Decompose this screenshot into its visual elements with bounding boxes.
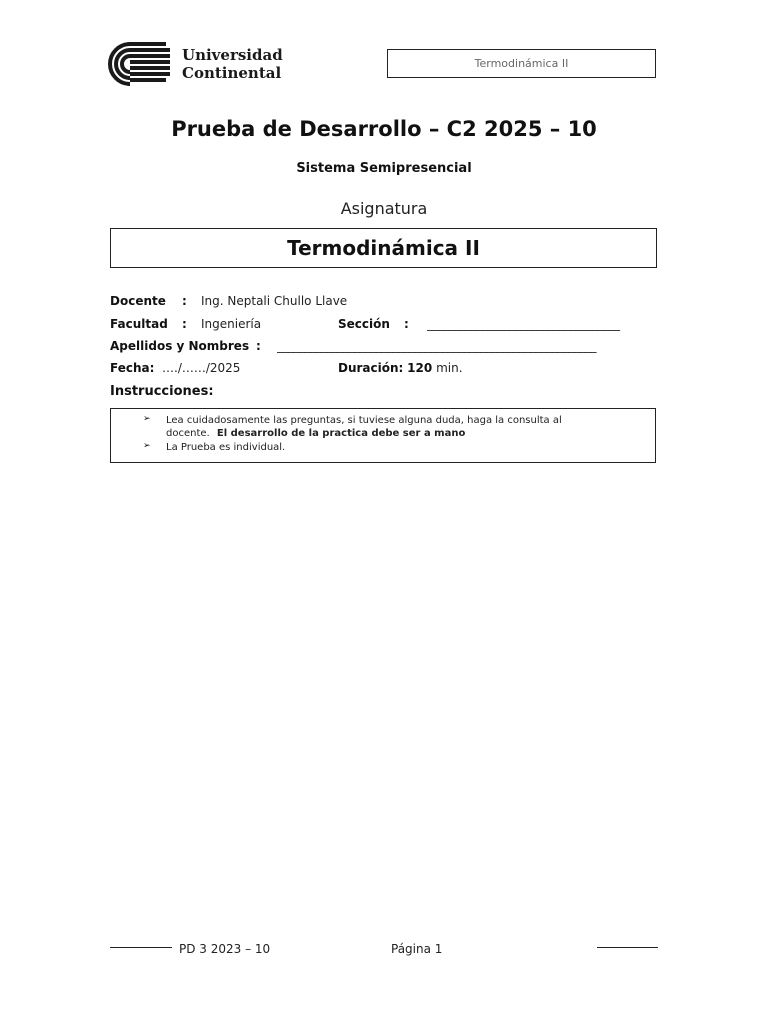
subtitle: Sistema Semipresencial xyxy=(296,161,472,176)
instructions-box xyxy=(110,408,656,463)
footer-line-left xyxy=(110,947,172,948)
fecha-value: …./……/2025 xyxy=(162,361,241,375)
duracion-label: Duración: xyxy=(338,361,404,375)
facultad-label: Facultad xyxy=(110,317,168,331)
subject-name: Termodinámica II xyxy=(287,236,480,260)
instruction-item-1-line-1: Lea cuidadosamente las preguntas, si tuviese alguna duda, haga la consulta al xyxy=(166,415,562,426)
duracion-field xyxy=(338,361,463,375)
logo-text xyxy=(182,46,283,82)
instruction-item-2: La Prueba es individual. xyxy=(166,442,286,453)
seccion-blank-line[interactable]: ___________________________________ xyxy=(427,317,620,331)
subject-box xyxy=(110,228,657,268)
docente-colon: : xyxy=(182,294,187,308)
footer-page: Página 1 xyxy=(391,942,443,956)
footer-line-right xyxy=(597,947,658,948)
logo-line-1: Universidad xyxy=(182,46,283,64)
logo-line-2: Continental xyxy=(182,64,282,82)
footer-code: PD 3 2023 – 10 xyxy=(179,942,271,956)
facultad-colon: : xyxy=(182,317,187,331)
fecha-label: Fecha: xyxy=(110,361,155,375)
instruction-item-1-bold: El desarrollo de la practica debe ser a mano xyxy=(216,428,466,439)
bullet-arrow-icon: ➢ xyxy=(143,414,151,424)
duracion-value: 120 xyxy=(407,361,433,375)
asignatura-label: Asignatura xyxy=(340,199,428,218)
apellidos-colon: : xyxy=(256,339,261,353)
course-tag: Termodinámica II xyxy=(474,57,569,70)
instruction-item-1-line-2 xyxy=(166,427,465,440)
seccion-colon: : xyxy=(404,317,409,331)
bullet-arrow-icon: ➢ xyxy=(143,441,151,451)
course-tag-box xyxy=(387,49,656,78)
seccion-label: Sección xyxy=(338,317,390,331)
instruction-item-1-plain: docente. xyxy=(166,428,210,439)
logo-mark-icon xyxy=(108,42,174,86)
docente-label: Docente xyxy=(110,294,166,308)
docente-value: Ing. Neptali Chullo Llave xyxy=(201,294,348,308)
apellidos-blank-line[interactable]: __________________________________________________________ xyxy=(277,339,596,353)
university-logo xyxy=(108,42,308,86)
duracion-unit: min. xyxy=(436,361,463,375)
page-title: Prueba de Desarrollo – C2 2025 – 10 xyxy=(171,117,597,141)
facultad-value: Ingeniería xyxy=(201,317,262,331)
apellidos-label: Apellidos y Nombres xyxy=(110,339,250,353)
instrucciones-label: Instrucciones: xyxy=(110,384,214,399)
